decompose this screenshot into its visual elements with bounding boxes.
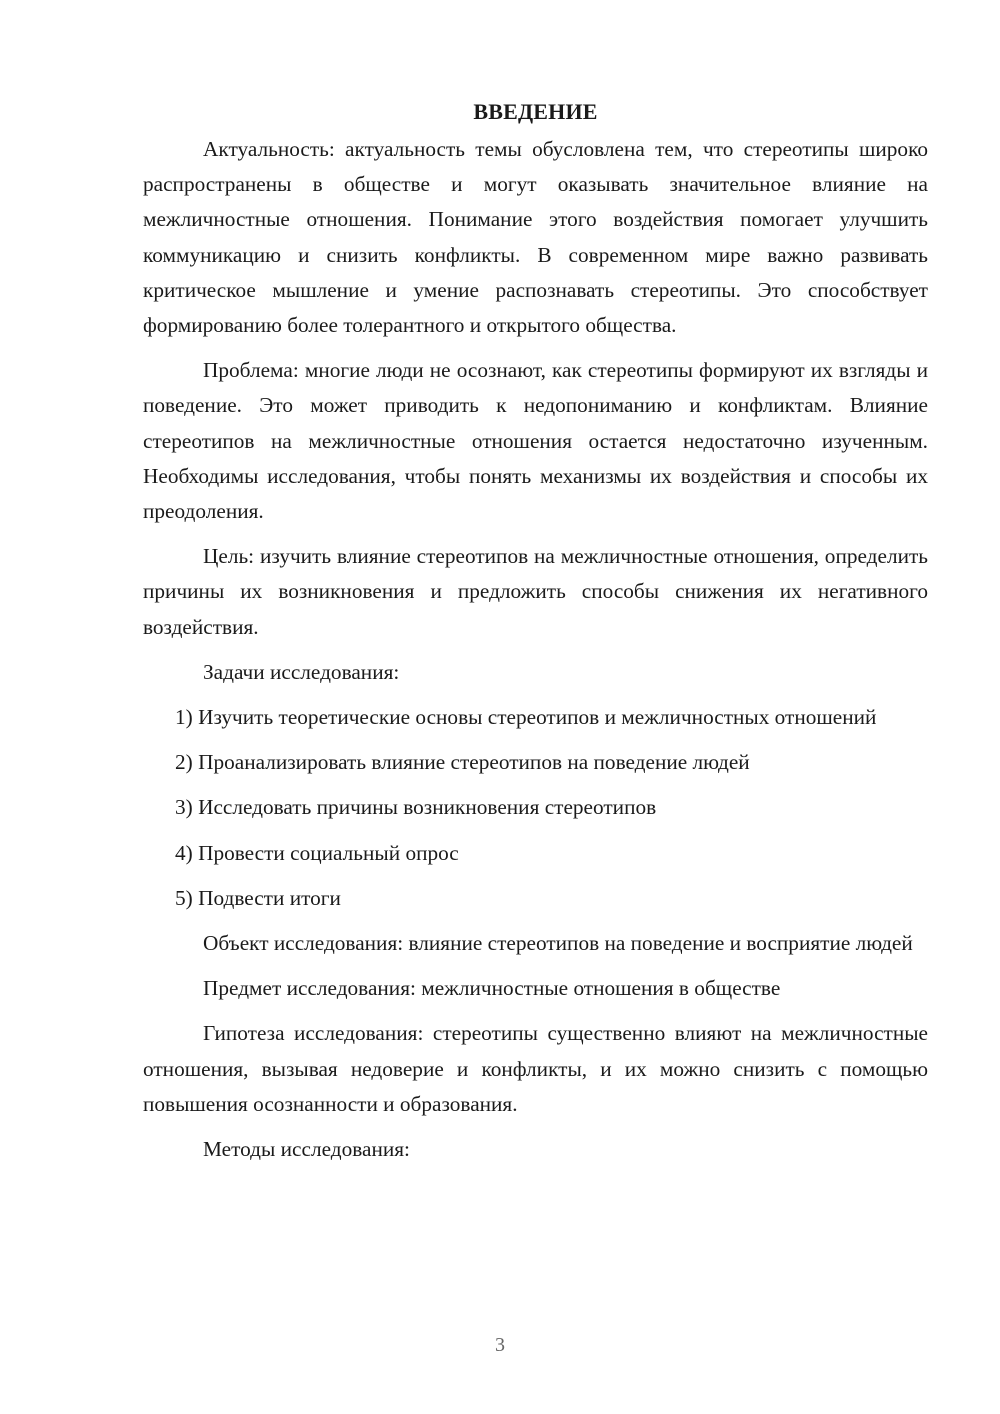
tasks-heading: Задачи исследования: [203, 659, 400, 684]
paragraph-subject: Предмет исследования: межличностные отношения в обществе [203, 976, 781, 1001]
methods-heading: Методы исследования: [203, 1137, 410, 1162]
paragraph-goal: Цель: изучить влияние стереотипов на межличностные отношения, определить причины их возникновения и предложить способы снижения их негативного воздействия. [143, 544, 928, 639]
tasks-list [143, 700, 928, 916]
list-item: 4) Провести социальный опрос [175, 840, 459, 865]
paragraph-object: Объект исследования: влияние стереотипов на поведение и восприятие людей [203, 931, 913, 956]
document-page [143, 94, 928, 1177]
list-item: 3) Исследовать причины возникновения стереотипов [175, 795, 657, 820]
paragraph-problem: Проблема: многие люди не осознают, как стереотипы формируют их взгляды и поведение. Это может приводить к недопониманию и конфликтам. Влияние стереотипов на межличностные отношения остается недостаточно изученным. Необходимы исследования, чтобы понять механизмы их воздействия и способы их преодоления. [143, 358, 928, 524]
document-title: ВВЕДЕНИЕ [473, 99, 598, 124]
list-item: 1) Изучить теоретические основы стереотипов и межличностных отношений [175, 705, 877, 730]
paragraph-hypothesis: Гипотеза исследования: стереотипы существенно влияют на межличностные отношения, вызывая недоверие и конфликты, и их можно снизить с помощью повышения осознанности и образования. [143, 1021, 928, 1116]
paragraph-relevance: Актуальность: актуальность темы обусловлена тем, что стереотипы широко распространены в обществе и могут оказывать значительное влияние на межличностные отношения. Понимание этого воздействия помогает улучшить коммуникацию и снизить конфликты. В современном мире важно развивать критическое мышление и умение распознавать стереотипы. Это способствует формированию более толерантного и открытого общества. [143, 137, 928, 338]
page-number: 3 [495, 1334, 505, 1356]
list-item: 5) Подвести итоги [175, 885, 341, 910]
list-item: 2) Проанализировать влияние стереотипов на поведение людей [175, 750, 750, 775]
